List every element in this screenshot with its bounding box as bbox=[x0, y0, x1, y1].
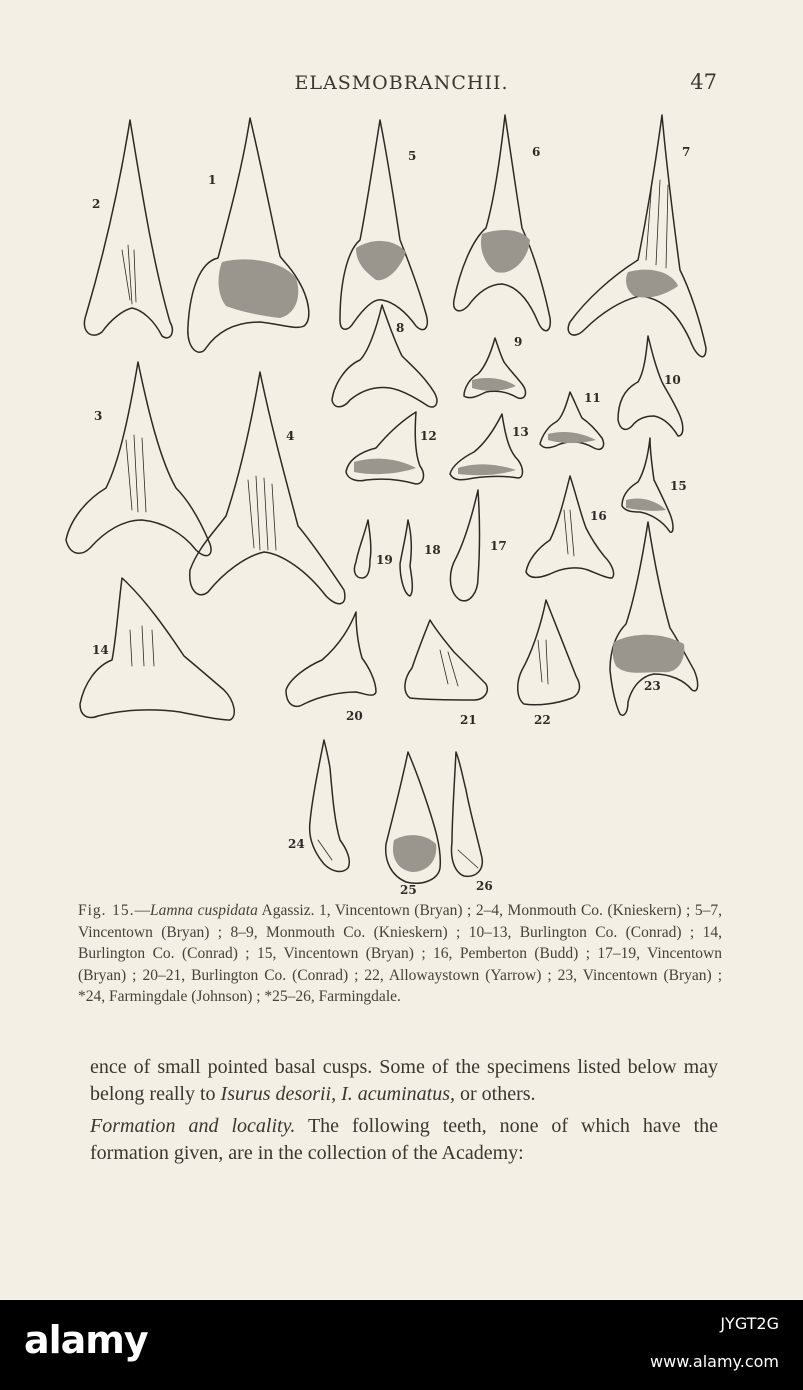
watermark-url: www.alamy.com bbox=[650, 1352, 779, 1371]
fig-label-23: 23 bbox=[644, 679, 661, 693]
fig-label-12: 12 bbox=[420, 429, 437, 443]
tooth-12 bbox=[346, 412, 423, 484]
fig-label-26: 26 bbox=[476, 879, 493, 893]
fig-label-7: 7 bbox=[682, 145, 691, 159]
fig-label-9: 9 bbox=[514, 335, 523, 349]
caption-text: 1, Vincentown (Bryan) ; 2–4, Monmouth Co. (Knieskern) ; 5–7, Vincentown (Bryan) ; 8–9, Monmouth Co. (Knieskern) ; 10–13, Burlington Co. (Conrad) ; 14, Burlington Co. (Conrad) ; 15, Vincentown (Bryan) ; 16, Pemberton (Budd) ; 17–19, Vincentown (Bryan) ; 20–21, Burlington Co. (Conrad) ; 22, Allowaystown (Yarrow) ; 23, Vincentown (Bryan) ; *24, Farmingdale (Johnson) ; *25–26, Farmingdale. bbox=[78, 902, 723, 1005]
fig-label-13: 13 bbox=[512, 425, 529, 439]
tooth-8 bbox=[332, 305, 437, 407]
running-head bbox=[0, 72, 803, 102]
fig-label-14: 14 bbox=[92, 643, 109, 657]
fig-label-11: 11 bbox=[584, 391, 601, 405]
tooth-20 bbox=[286, 612, 376, 706]
body-p1-start: ence of small pointed basal cusps. Some of the specimens listed below may belong really to bbox=[90, 1056, 718, 1105]
fig-label-19: 19 bbox=[376, 553, 393, 567]
body-p1-italic: Isurus desorii, I. acuminatus, bbox=[220, 1082, 455, 1105]
fig-label-17: 17 bbox=[490, 539, 507, 553]
fig-label-21: 21 bbox=[460, 713, 477, 727]
watermark-image-id: JYGT2G bbox=[720, 1314, 779, 1333]
fig-label-20: 20 bbox=[346, 709, 363, 723]
watermark-bar bbox=[0, 1300, 803, 1390]
tooth-15 bbox=[622, 438, 673, 532]
fig-label-18: 18 bbox=[424, 543, 441, 557]
tooth-1 bbox=[188, 118, 309, 352]
running-title: ELASMOBRANCHII. bbox=[294, 72, 509, 94]
fig-label-24: 24 bbox=[288, 837, 305, 851]
fig-label-1: 1 bbox=[208, 173, 217, 187]
tooth-16 bbox=[526, 476, 614, 578]
watermark-logo: alamy bbox=[24, 1318, 148, 1362]
tooth-21 bbox=[405, 620, 487, 700]
body-p2-italic: Formation and locality. bbox=[90, 1115, 296, 1137]
body-paragraph-2 bbox=[90, 1113, 718, 1166]
caption-lead: Fig. 15. bbox=[78, 902, 135, 919]
caption-species: Lamna cuspidata bbox=[149, 902, 258, 919]
tooth-26 bbox=[452, 752, 483, 876]
fig-label-8: 8 bbox=[396, 321, 405, 335]
fig-label-25: 25 bbox=[400, 883, 417, 897]
fig-label-22: 22 bbox=[534, 713, 551, 727]
body-paragraph-1 bbox=[90, 1054, 718, 1107]
fig-label-2: 2 bbox=[92, 197, 101, 211]
tooth-17 bbox=[450, 490, 479, 601]
tooth-4 bbox=[190, 372, 345, 604]
figure-caption: Fig. 15.—Lamna cuspidata Agassiz. 1, Vincentown (Bryan) ; 2–4, Monmouth Co. (Knieskern) ; 5–7, Vincentown (Bryan) ; 8–9, Monmouth Co. (Knieskern) ; 10–13, Burlington Co. (Conrad) ; 14, Burlington Co. (Conrad) ; 15, Vincentown (Bryan) ; 16, Pemberton (Budd) ; 17–19, Vincentown (Bryan) ; 20–21, Burlington Co. (Conrad) ; 22, Allowaystown (Yarrow) ; 23, Vincentown (Bryan) ; *24, Farmingdale (Johnson) ; *25–26, Farmingdale. bbox=[78, 902, 723, 1005]
body-text bbox=[90, 1054, 718, 1166]
tooth-24 bbox=[310, 740, 350, 871]
body-p1-end: or others. bbox=[454, 1082, 536, 1105]
tooth-18 bbox=[400, 520, 412, 596]
tooth-illustrations bbox=[50, 100, 753, 900]
fig-label-3: 3 bbox=[94, 409, 103, 423]
tooth-25 bbox=[386, 752, 441, 883]
fig-label-6: 6 bbox=[532, 145, 541, 159]
tooth-3 bbox=[66, 362, 211, 556]
tooth-22 bbox=[518, 600, 580, 705]
fig-label-16: 16 bbox=[590, 509, 607, 523]
tooth-19 bbox=[354, 520, 370, 578]
fig-label-15: 15 bbox=[670, 479, 687, 493]
page-number: 47 bbox=[690, 70, 717, 94]
fig-label-10: 10 bbox=[664, 373, 681, 387]
fig-label-5: 5 bbox=[408, 149, 417, 163]
figure-plate bbox=[50, 100, 753, 900]
tooth-13 bbox=[450, 414, 523, 480]
tooth-2 bbox=[84, 120, 172, 338]
caption-authority: Agassiz. bbox=[257, 902, 315, 919]
body-p2-text: The following teeth, none of which have the formation given, are in the collection of the Academy: bbox=[90, 1115, 718, 1164]
fig-label-4: 4 bbox=[286, 429, 295, 443]
